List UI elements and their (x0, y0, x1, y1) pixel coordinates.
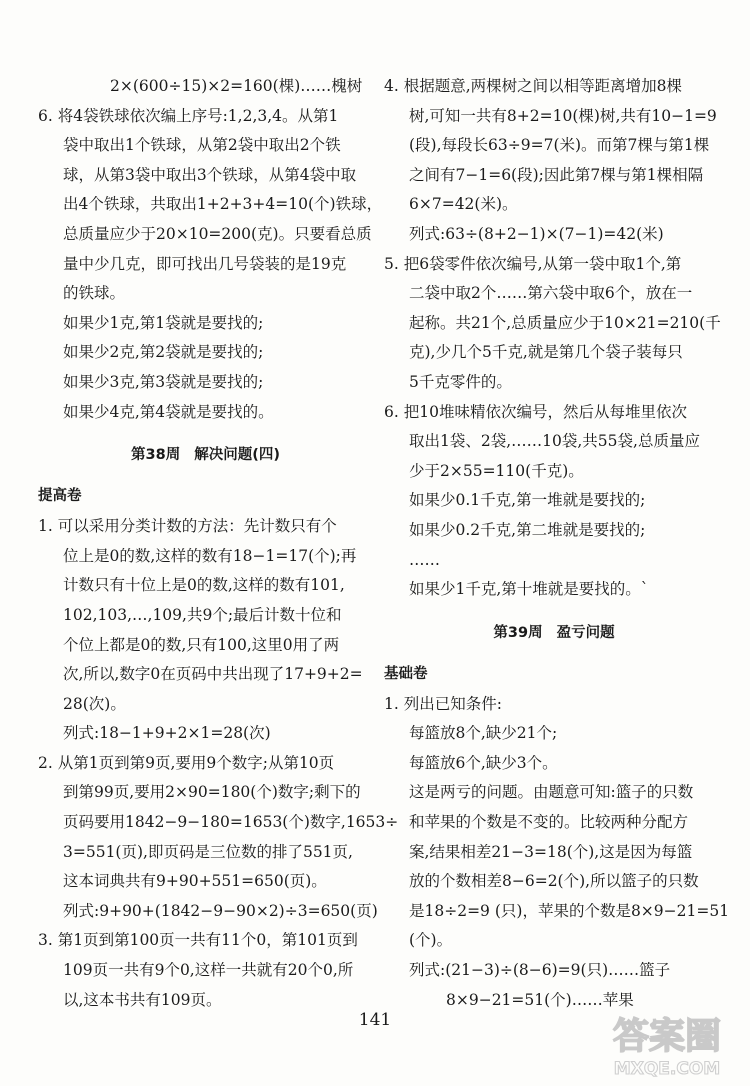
right-text-line: …… (409, 550, 440, 569)
right-text-line: 如果少0.2千克,第二堆就是要找的; (409, 520, 646, 539)
right-text-line: 二袋中取2个……第六袋中取6个，放在一 (409, 284, 693, 303)
week-38-title: 解决问题(四) (194, 447, 280, 464)
left-text-line: 到第99页,要用2×90=180(个)数字;剩下的 (63, 783, 361, 802)
left-answer-block-a (38, 72, 383, 427)
left-text-line: 如果少4克,第4袋就是要找的。 (63, 402, 274, 421)
right-text-line: 6. 把10堆味精依次编号，然后从每堆里依次 (384, 402, 687, 421)
right-text-line: 1. 列出已知条件: (384, 694, 502, 713)
left-text-line: 次,所以,数字0在页码中共出现了17+9+2= (63, 665, 363, 684)
left-text-line: 6. 将4袋铁球依次编上序号:1,2,3,4。从第1 (38, 106, 339, 125)
week-39-number: 第39周 (493, 624, 543, 641)
left-text-line: 列式:9+90+(1842−9−90×2)÷3=650(页) (63, 901, 378, 920)
left-text-line: 如果少1克,第1袋就是要找的; (63, 313, 264, 332)
week-39-title: 盈亏问题 (556, 624, 615, 641)
left-text-line: 109页一共有9个0,这样一共就有20个0,所 (63, 961, 354, 980)
left-text-line: 量中少几克，即可找出几号袋装的是19克 (63, 254, 347, 273)
right-text-line: 案,结果相差21−3=18(个),这是因为每篮 (409, 842, 693, 861)
right-text-line: 4. 根据题意,两棵树之间以相等距离增加8棵 (384, 77, 683, 95)
right-text-line: 放的个数相差8−6=2(个),所以篮子的只数 (409, 872, 699, 891)
watermark-text-cn: 答案圈 (612, 1016, 722, 1057)
right-text-line: 之间有7−1=6(段);因此第7棵与第1棵相隔 (409, 165, 704, 184)
right-text-line: 5. 把6袋零件依次编号,从第一袋中取1个,第 (384, 254, 682, 273)
left-text-line: 3=551(页),即页码是三位数的排了551页, (63, 842, 353, 861)
right-text-line: (段),每段长63÷9=7(米)。而第7棵与第1棵 (409, 136, 710, 155)
watermark-logo (592, 1006, 742, 1080)
right-text-line: 列式:(21−3)÷(8−6)=9(只)……篮子 (409, 961, 671, 980)
right-text-line: 如果少0.1千克,第一堆就是要找的; (409, 491, 646, 510)
right-text-line: 这是两亏的问题。由题意可知:篮子的只数 (409, 783, 694, 802)
left-text-line: 102,103,…,109,共9个;最后计数十位和 (63, 605, 342, 624)
left-text-line: 这本词典共有9+90+551=650(页)。 (63, 872, 327, 891)
left-text-line: 28(次)。 (63, 694, 126, 713)
left-text-line: 页码要用1842−9−180=1653(个)数字,1653÷ (63, 813, 399, 832)
week-38-heading (38, 439, 373, 472)
right-text-line: 和苹果的个数是不变的。比较两种分配方 (409, 813, 689, 832)
section-label-advanced: 提高卷 (38, 488, 82, 505)
left-text-line: 个位上都是0的数,只有100,这里0用了两 (63, 635, 340, 654)
right-text-line: 起称。共21个,总质量应少于10×21=210(千 (409, 313, 721, 332)
right-answer-block-b (384, 690, 730, 1016)
right-text-line: 6×7=42(米)。 (409, 195, 518, 214)
left-text-line: 出4个铁球，共取出1+2+3+4=10(个)铁球， (63, 195, 383, 214)
week-38-number: 第38周 (131, 447, 181, 464)
right-text-line: 列式:63÷(8+2−1)×(7−1)=42(米) (409, 224, 664, 243)
left-text-line: 位上是0的数,这样的数有18−1=17(个);再 (63, 546, 357, 565)
left-text-line: 2. 从第1页到第9页,要用9个数字;从第10页 (38, 753, 335, 772)
right-text-line: (个)。 (409, 931, 453, 950)
week-39-heading (384, 617, 724, 650)
left-text-line: 总质量应少于20×10=200(克)。只要看总质 (63, 224, 372, 243)
left-text-line: 如果少2克,第2袋就是要找的; (63, 343, 264, 362)
right-text-line: 每篮放8个,缺少21个; (409, 724, 558, 743)
right-answer-block-a (384, 72, 724, 605)
left-column (38, 72, 399, 1015)
left-text-line: 球，从第3袋中取出3个铁球，从第4袋中取 (63, 165, 357, 184)
right-text-line: 树,可知一共有8+2=10(棵)树,共有10−1=9 (409, 106, 717, 125)
left-text-line: 的铁球。 (63, 284, 126, 303)
left-answer-block-b (38, 512, 399, 1015)
right-text-line: 取出1袋、2袋,……10袋,共55袋,总质量应 (409, 432, 700, 451)
left-text-line: 如果少3克,第3袋就是要找的; (63, 372, 264, 391)
left-text-line: 2×(600÷15)×2=160(棵)……槐树 (110, 77, 363, 95)
left-text-line: 计数只有十位上是0的数,这样的数有101, (63, 576, 345, 595)
right-column (384, 72, 730, 1015)
right-text-line: 8×9−21=51(个)……苹果 (446, 990, 634, 1009)
watermark-text-url: MXQE.COM (613, 1059, 721, 1079)
left-text-line: 1. 可以采用分类计数的方法：先计数只有个 (38, 517, 337, 536)
right-text-line: 每篮放6个,缺少3个。 (409, 753, 558, 772)
left-text-line: 以,这本书共有109页。 (63, 990, 222, 1009)
right-text-line: 如果少1千克,第十堆就是要找的。` (409, 580, 649, 599)
right-text-line: 少于2×55=110(千克)。 (409, 461, 584, 480)
right-text-line: 是18÷2=9 (只)，苹果的个数是8×9−21=51 (409, 901, 730, 920)
section-label-basic: 基础卷 (384, 665, 428, 682)
right-text-line: 克),少几个5千克,就是第几个袋子装每只 (409, 343, 683, 362)
left-text-line: 3. 第1页到第100页一共有11个0，第101页到 (38, 931, 358, 950)
right-text-line: 5千克零件的。 (409, 372, 512, 391)
page-number: 141 (358, 1010, 392, 1030)
left-text-line: 列式:18−1+9+2×1=28(次) (63, 724, 271, 743)
left-text-line: 袋中取出1个铁球，从第2袋中取出2个铁 (63, 136, 341, 155)
